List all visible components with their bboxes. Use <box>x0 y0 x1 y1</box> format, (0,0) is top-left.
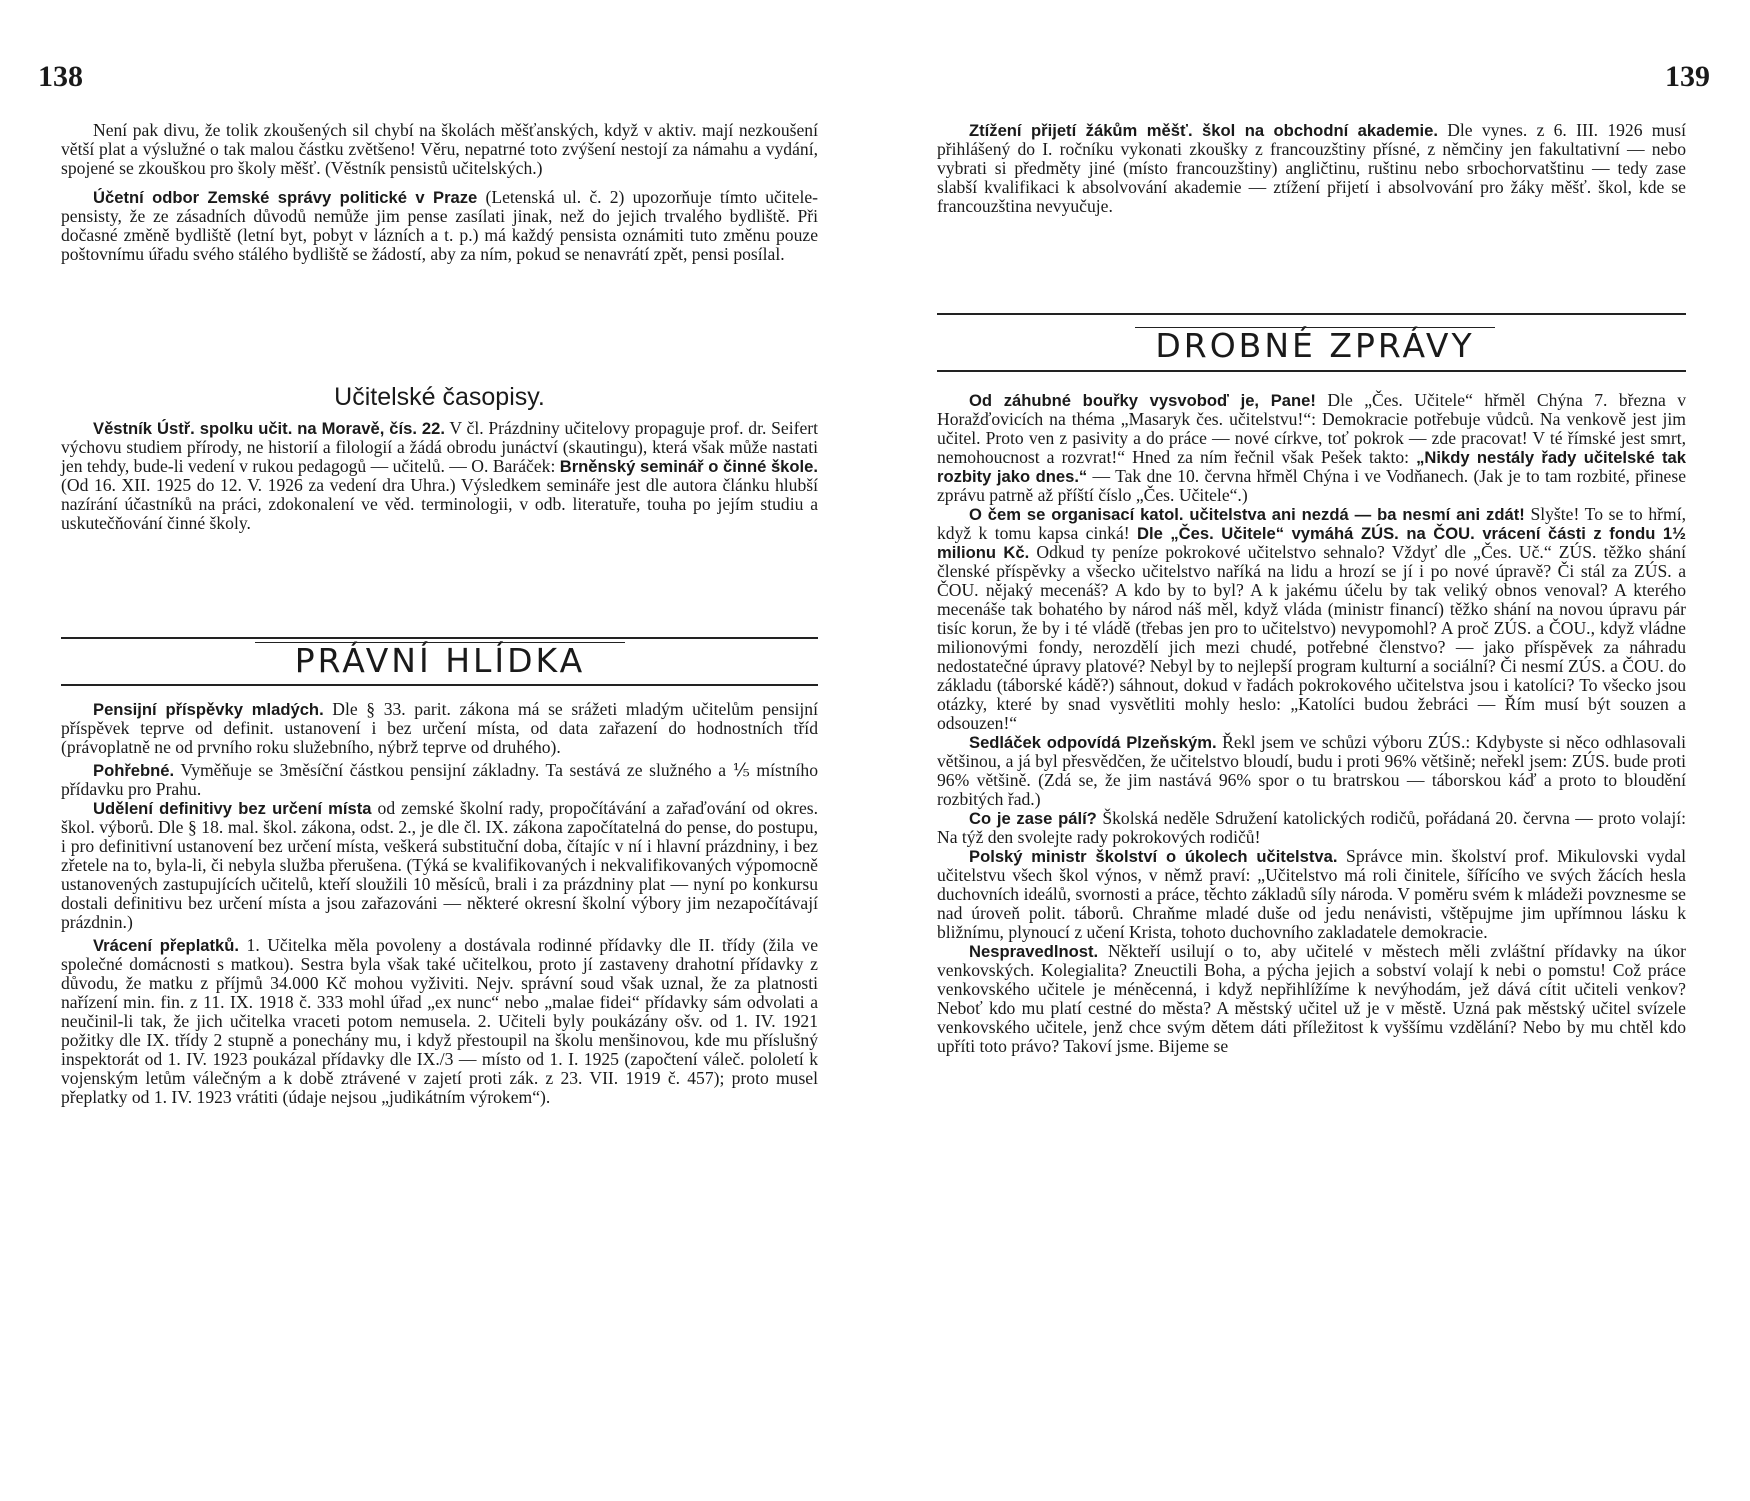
zahubne-text-1: Dle „Čes. Učitele“ hřměl Chýna 7. března v Horažďovicích na théma „Masaryk čes. učitelstvu!“: Demokracie potřebuje vůdců. Na venkově jest jim učitel. Proto ven z pasivity a do práce — nové církve, toť pokrok — zde pracovat! V té římské jest smrt, nemohoucnost a rozvrat!“ Hned za ním řečnil však Pešek takto: <box>937 390 1687 467</box>
page-number: 139 <box>1665 60 1710 93</box>
drobne-block <box>937 391 1686 1056</box>
ztizeni-title: Ztížení přijetí žákům měšť. škol na obchodní akademie. <box>969 121 1438 140</box>
brnensky-title: Brněnský seminář o činné škole. <box>559 457 818 476</box>
rule-top <box>937 313 1686 315</box>
zase-paragraph <box>937 809 1686 847</box>
polsky-text: Správce min. školství prof. Mikulovski vydal učitelstvu všech škol výnos, v němž praví: „Učitelstvo má roli činitele, šířícího ve svých žácích hesla duchovních ideálů, svornosti a práce, těchto základů síly národa. V poměru svém k mládeži povznesme se nad úroveň polit. táborů. Chraňme mladé duše od jedu nenávisti, vštěpujme jim upřímnou lásku k bližnímu, plynoucí z učení Krista, tohoto duchovního zakladatele demokracie. <box>937 846 1686 942</box>
polsky-paragraph <box>937 847 1686 942</box>
udeleni-title: Udělení definitivy bez určení místa <box>93 799 372 818</box>
nespravedlnost-text: Někteří usilují o to, aby učitelé v městech měli zvláštní přídavky na úkor venkovských. Kolegialita? Zneuctili Boha, a pýcha jejich a sobství volají k nebi o pomstu! Což práce venkovského učitele je méněcenná, i když nepřihlížíme k nevýhodám, jež dává cítit učiteli venkov? Neboť kdo mu platí cestné do města? A městský učitel už je v městě. Uzná pak městský učitel svízele venkovského učitele, jenž chce svým dětem dáti příležitost k vyššímu vzdělání? Nebo by mu chtěl kdo upříti toto právo? Takoví jsme. Bijeme se <box>937 941 1686 1056</box>
cem-text-1: Slyšte! To se to hřmí, když k tomu kapsa cinká! <box>937 504 1686 543</box>
zahubne-text-2: — Tak dne 10. června hřměl Chýna i ve Vodňanech. (Jak je to tam rozbité, přinese zprávu patrně až příští číslo „Čes. Učitele“.) <box>937 466 1686 505</box>
pensijni-title: Pensijní příspěvky mladých. <box>93 700 324 719</box>
vestnik-title: Věstník Ústř. spolku učit. na Moravě, čís. 22. <box>93 419 445 438</box>
pohrebne-text: Vyměňuje se 3měsíční částkou pensijní základny. Ta sestává ze služného a ⅕ místního přídavku pro Prahu. <box>61 760 818 799</box>
zahubne-bold: „Nikdy nestály řady učitelské tak rozbity jako dnes.“ <box>937 448 1686 486</box>
vraceni-paragraph <box>61 936 818 1107</box>
zahubne-paragraph <box>937 391 1686 505</box>
ucetni-title: Účetní odbor Zemské správy politické v Praze <box>93 188 478 207</box>
ucetni-paragraph <box>61 188 818 264</box>
vestnik-paragraph <box>61 419 818 533</box>
ztizeni-paragraph <box>937 121 1686 216</box>
ztizeni-block <box>937 121 1686 216</box>
sedlacek-text: Řekl jsem ve schůzi výboru ZÚS.: Kdybyste si něco odhlasovali většinou, a já byl přesvědčen, že učitelstvo bloudí, budu i proti 96% většině; neřekl jsem: ZÚS. bude proti 96% většině. (Zdá se, že jim nastává 96% spor o tu bratrskou — táborskou káď a proto to bloudění rozbitých řad.) <box>937 732 1686 809</box>
udeleni-paragraph <box>61 799 818 932</box>
udeleni-text: od zemské školní rady, propočítávání a zařaďování od okres. škol. výborů. Dle § 18. mal. škol. zákona, odst. 2., je dle čl. IX. zákona započítatelná do pense, do postupu, i pro definitivní ustanovení bez určení místa, veškerá substituční doba, čítajíc v ní i hlavní prázdniny, i bez zřetele na to, byla-li, či nebyla služba přerušena. (Týká se kvalifikovaných i nekvalifikovaných výpomocně ustanovených zastupujících učitelů, kteří sloužili 10 měsíců, brali i za prázdniny plat — nyní po konkursu dostali definitivu bez určení místa a jsou zařazováni — některé okresní školní výbory jim nezapočítávají prázdnin.) <box>61 798 818 932</box>
zase-title: Co je zase pálí? <box>969 809 1097 828</box>
heading-rule-upper <box>255 642 625 643</box>
brnensky-text: (Od 16. XII. 1925 do 12. V. 1926 za vedení dra Uhra.) Výsledkem semináře jest dle autora článku hlubší nazírání účastníků na práci, zdokonalení ve věd. terminologii, v odb. literatuře, touha po jejím studiu a uskutečňování činné školy. <box>61 475 818 533</box>
casopisy-block <box>61 419 818 533</box>
pohrebne-paragraph <box>61 761 818 799</box>
zase-text: Školská neděle Sdružení katolických rodičů, pořádaná 20. června — proto volají: Na týž den svolejte rady pokrokových rodičů! <box>937 808 1686 847</box>
page-number: 138 <box>38 60 83 93</box>
cem-title: O čem se organisací katol. učitelstva ani nezdá — ba nesmí ani zdát! <box>969 505 1525 524</box>
vraceni-title: Vrácení přeplatků. <box>93 936 240 955</box>
vestnik-text: V čl. Prázdniny učitelovy propaguje prof. dr. Seifert výchovu studiem přírody, ne historií a filologií a žádá obrodu junáctví (skautingu), která však může nastati jen tehdy, bude-li vedení v rukou pedagogů — učitelů. — O. Baráček: <box>61 418 818 476</box>
nespravedlnost-title: Nespravedlnost. <box>969 942 1099 961</box>
right-page <box>875 0 1750 1501</box>
casopisy-heading: Učitelské časopisy. <box>334 383 545 411</box>
polsky-title: Polský ministr školství o úkolech učitelstva. <box>969 847 1338 866</box>
pravni-hlidka-heading: PRÁVNÍ HLÍDKA <box>294 641 586 680</box>
heading-rule-upper <box>1135 327 1495 328</box>
intro-paragraph: Není pak divu, že tolik zkoušených sil chybí na školách měšťanských, když v aktiv. mají nezkoušení větší plat a výslužné o tak malou částku zvětšeno! Věru, nepatrné toto zvýšení nestojí za námahu a vydání, spojené se zkouškou pro školy měšť. (Věstník pensistů učitelských.) <box>61 120 818 178</box>
rule-bottom <box>937 370 1686 372</box>
pohrebne-title: Pohřebné. <box>93 761 175 780</box>
rule-bottom <box>61 684 818 686</box>
ztizeni-text: Dle vynes. z 6. III. 1926 musí přihlášený do I. ročníku vykonati zkoušky z francouzštiny přísné, z němčiny jen fakultativní — nebo vybrati si předměty jiné (místo francouzštiny) angličtinu, ruštinu nebo srbochorvatštinu — tedy zase slabší kvalifikaci k absolvování akademie — ztížení přijetí i absolvování pro žáky měšť. škol, kde se francouzština nevyučuje. <box>937 120 1686 216</box>
cem-text-2: Odkud ty peníze pokrokové učitelstvo sehnalo? Vždyť dle „Čes. Uč.“ ZÚS. těžko shání členské příspěvky a všecko učitelstvo naříká na lidu a hrozí se jí i po nové úpravě? Či stál za ZÚS. a ČOU. nějaký mecenáš? A kdo by to byl? A k jakému účelu by tak veliký obnos venoval? A kterého mecenáše tak bohatého by národ náš měl, když vláda (ministr financí) těžko shání na novou úpravu pár tisíc korun, že by i té vládě (třebas jen pro to učitelstvo) nevypomohl? A proč ZÚS. a ČOU., když vládne milionovými fondy, nerozdělí jich mezi chudé, potřebné členstvo? — jako příspěvek za náhradu nedostatečné úpravy platové? Nebyl by to nejlepší program kulturní a sociální? Či nesmí ZÚS. a ČOU. do základu (táborské kádě?) sáhnout, dokud v řadách pokrokového učitelstva jsou i katolíci? To všecko jsou otázky, které by snad vysvětliti mohly heslo: „Katolíci budou žebráci — Řím musí být souzen a odsouzen!“ <box>937 542 1686 733</box>
vraceni-text: 1. Učitelka měla povoleny a dostávala rodinné přídavky dle II. třídy (žila ve společné domácnosti s matkou). Sestra byla však také učitelkou, proto jí zastaveny drahotní přídavky z důvodu, že matku z příjmů 34.000 Kč mohou vyživiti. Nejv. správní soud však uznal, že za platnosti nařízení min. fin. z 11. IX. 1918 č. 333 mohl úřad „ex nunc“ nebo „malae fidei“ přídavky sám odvolati a neučinil-li tak, že jich učitelka vraceti potom nemusela. 2. Učiteli byly poukázány ošv. od 1. IV. 1921 požitky dle IX. třídy 2 stupně a ponechány mu, i když přestoupil na školu menšinovou, kde mu příslušný inspektorát od 1. IV. 1923 poukázal přídavky dle IX./3 — místo od 1. I. 1925 (započtení váleč. pololetí k vojenským letům válečným a k době ztrávené v zajetí proti zák. z 23. VII. 1919 č. 457); proto musel přeplatky od 1. IV. 1923 vrátiti (údaje nejsou „judikátním výrokem“). <box>61 935 819 1107</box>
nespravedlnost-paragraph <box>937 942 1686 1056</box>
pensijni-paragraph <box>61 700 818 757</box>
intro-block <box>61 121 818 264</box>
pensijni-text: Dle § 33. parit. zákona má se srážeti mladým učitelům pensijní příspěvek teprve od definit. ustanovení i bez určení místa, od data zařazení do hodnostních tříd (právoplatně ne od prvního roku služebního, nýbrž teprve od druhého). <box>61 699 818 757</box>
cem-bold: Dle „Čes. Učitele“ vymáhá ZÚS. na ČOU. vrácení části z fondu 1½ milionu Kč. <box>937 524 1686 562</box>
drobne-zpravy-heading: DROBNÉ ZPRÁVY <box>1155 326 1475 365</box>
sedlacek-title: Sedláček odpovídá Plzeňským. <box>969 733 1217 752</box>
pravni-block <box>61 700 818 1107</box>
ucetni-text: (Letenská ul. č. 2) upozorňuje tímto učitele-pensisty, že ze zásadních důvodů nemůže jim pense zasílati jinak, než do jejich trvalého bydliště. Při dočasné změně bydliště (letní byt, pobyt v lázních a t. p.) má každý pensista oznámiti tuto změnu pouze poštovnímu úřadu svého stálého bydliště se žádostí, aby za ním, pokud se nenavrátí zpět, pensi posílal. <box>61 187 819 264</box>
zahubne-title: Od záhubné bouřky vysvoboď je, Pane! <box>969 391 1316 410</box>
sedlacek-paragraph <box>937 733 1686 809</box>
cem-paragraph <box>937 505 1686 733</box>
rule-top <box>61 637 818 639</box>
